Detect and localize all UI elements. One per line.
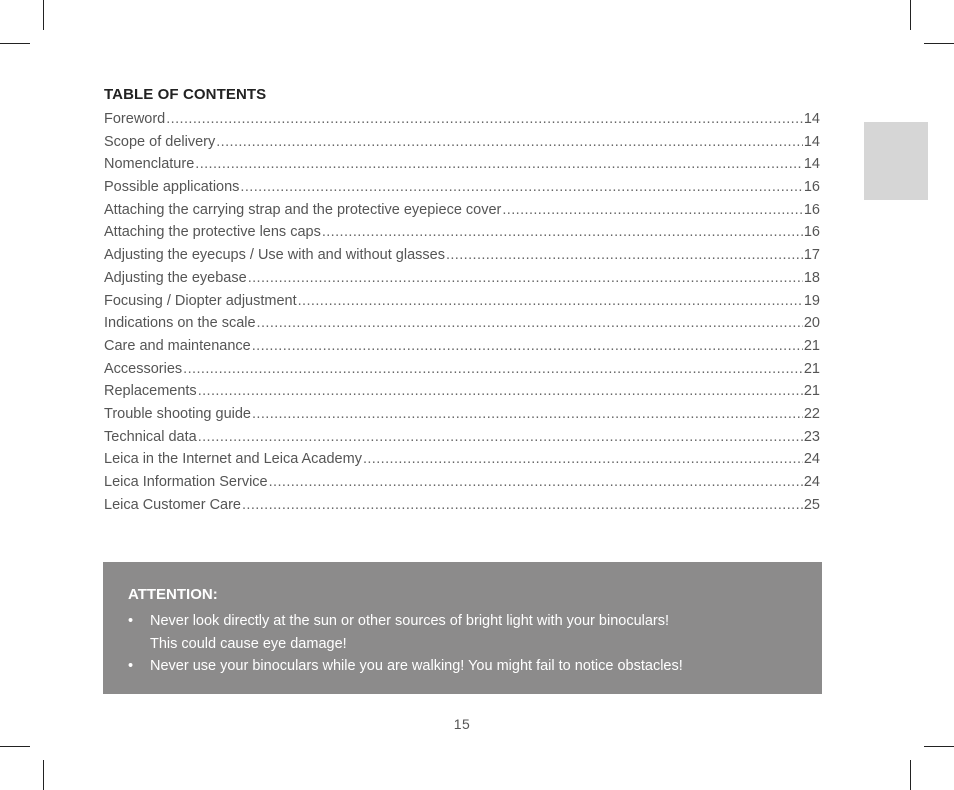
- crop-mark-top-left-h: [0, 43, 30, 44]
- crop-mark-top-right-h: [924, 43, 954, 44]
- attention-bullet-text: [150, 610, 822, 655]
- toc-entry-label: Leica in the Internet and Leica Academy: [104, 451, 362, 468]
- toc-entry-label: Adjusting the eyebase: [104, 269, 247, 286]
- attention-bullet-line: This could cause eye damage!: [150, 635, 347, 652]
- toc-entry[interactable]: [104, 153, 820, 176]
- toc-entry-label: Attaching the carrying strap and the protective eyepiece cover: [104, 201, 502, 218]
- attention-title: ATTENTION:: [128, 586, 218, 603]
- toc-entry[interactable]: [104, 290, 820, 313]
- toc-entry-page: 18: [803, 269, 820, 286]
- toc-leader-dots: [363, 448, 803, 471]
- toc-entry[interactable]: [104, 358, 820, 381]
- toc-leader-dots: [322, 221, 803, 244]
- toc-entry[interactable]: [104, 403, 820, 426]
- toc-leader-dots: [248, 267, 803, 290]
- toc-entry-page: 17: [803, 247, 820, 264]
- attention-bullet-text: [150, 655, 822, 678]
- toc-entry-label: Technical data: [104, 428, 197, 445]
- toc-entry-page: 21: [803, 337, 820, 354]
- toc-entry-label: Possible applications: [104, 179, 240, 196]
- bullet-icon: •: [128, 658, 134, 674]
- toc-entry-page: 20: [803, 315, 820, 332]
- toc-entry[interactable]: [104, 267, 820, 290]
- toc-entry[interactable]: [104, 494, 820, 517]
- toc-leader-dots: [195, 153, 803, 176]
- toc-leader-dots: [252, 403, 803, 426]
- toc-entry-page: 21: [803, 383, 820, 400]
- bullet-icon: •: [128, 613, 134, 629]
- toc-entry-label: Care and maintenance: [104, 337, 251, 354]
- toc-entry-page: 14: [803, 156, 820, 173]
- toc-entry-label: Trouble shooting guide: [104, 405, 251, 422]
- attention-bullet-line: Never look directly at the sun or other sources of bright light with your binoculars!: [150, 613, 670, 629]
- toc-entry[interactable]: [104, 108, 820, 131]
- toc-leader-dots: [252, 335, 803, 358]
- toc-entry-label: Leica Information Service: [104, 474, 268, 490]
- toc-entry-label: Nomenclature: [104, 156, 195, 173]
- toc-entry-page: 16: [803, 224, 820, 241]
- toc-entry-page: 25: [803, 496, 820, 513]
- toc-leader-dots: [166, 108, 803, 131]
- toc-entry[interactable]: [104, 448, 820, 471]
- toc-title: TABLE OF CONTENTS: [104, 86, 267, 103]
- toc-entry-page: 24: [803, 451, 820, 468]
- toc-leader-dots: [269, 471, 803, 494]
- toc-entry-page: 23: [803, 428, 820, 445]
- toc-leader-dots: [446, 244, 803, 267]
- toc-leader-dots: [502, 199, 802, 222]
- toc-leader-dots: [257, 312, 803, 335]
- toc-entry-page: 14: [803, 133, 820, 150]
- toc-entry-page: 16: [803, 201, 820, 218]
- toc-entry-label: Focusing / Diopter adjustment: [104, 292, 297, 309]
- toc-entry[interactable]: [104, 176, 820, 199]
- attention-bullet: [128, 610, 822, 655]
- toc-entry-page: 19: [803, 292, 820, 309]
- toc-leader-dots: [183, 358, 803, 381]
- toc-entry[interactable]: [104, 221, 820, 244]
- attention-box: [103, 562, 822, 694]
- toc-entry-label: Scope of delivery: [104, 133, 216, 150]
- toc-entry[interactable]: [104, 199, 820, 222]
- toc-leader-dots: [240, 176, 802, 199]
- toc-entry-page: 16: [803, 179, 820, 196]
- crop-mark-bottom-right-v: [910, 760, 911, 790]
- crop-mark-bottom-right-h: [924, 746, 954, 747]
- toc-entry[interactable]: [104, 244, 820, 267]
- toc-leader-dots: [198, 426, 803, 449]
- crop-mark-bottom-left-v: [43, 760, 44, 790]
- attention-bullet-line: Never use your binoculars while you are walking! You might fail to notice obstacles!: [150, 658, 683, 674]
- toc-entry-label: Replacements: [104, 383, 197, 400]
- page-number: 15: [453, 716, 471, 732]
- toc-entry-label: Foreword: [104, 111, 166, 127]
- toc-leader-dots: [298, 290, 803, 313]
- toc-entry[interactable]: [104, 335, 820, 358]
- attention-bullet: [128, 655, 822, 678]
- toc-entry-page: 21: [803, 360, 820, 377]
- language-side-tab: [864, 122, 928, 200]
- toc-entry-page: 14: [803, 111, 820, 127]
- table-of-contents: [104, 86, 820, 516]
- toc-entry[interactable]: [104, 312, 820, 335]
- toc-entry-label: Indications on the scale: [104, 315, 256, 332]
- toc-entry-label: Accessories: [104, 360, 183, 377]
- crop-mark-top-right-v: [910, 0, 911, 30]
- toc-leader-dots: [198, 380, 803, 403]
- crop-mark-bottom-left-h: [0, 746, 30, 747]
- toc-entry-page: 22: [803, 405, 820, 422]
- crop-mark-top-left-v: [43, 0, 44, 30]
- toc-leader-dots: [216, 131, 803, 154]
- toc-entry[interactable]: [104, 380, 820, 403]
- toc-entry[interactable]: [104, 426, 820, 449]
- toc-entry[interactable]: [104, 131, 820, 154]
- toc-entry-page: 24: [803, 474, 820, 490]
- toc-entry[interactable]: [104, 471, 820, 494]
- toc-entry-label: Adjusting the eyecups / Use with and without glasses: [104, 247, 445, 264]
- toc-entry-label: Attaching the protective lens caps: [104, 224, 321, 241]
- toc-leader-dots: [242, 494, 803, 517]
- toc-entry-label: Leica Customer Care: [104, 496, 241, 513]
